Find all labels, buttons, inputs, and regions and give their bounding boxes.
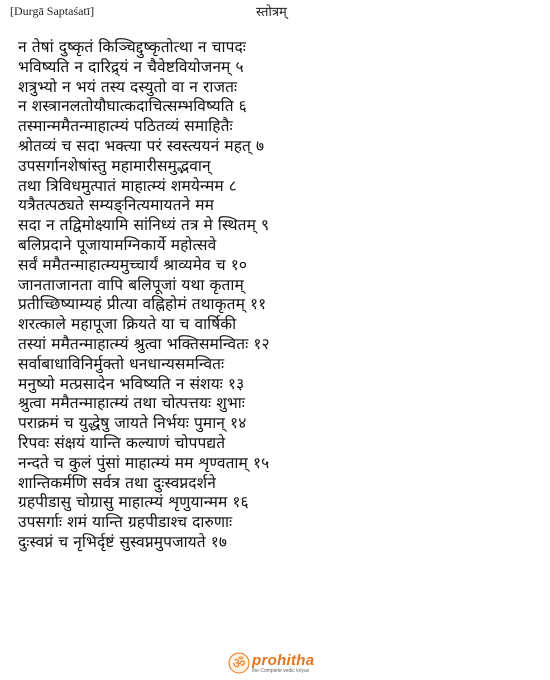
verse-line: श्रोतव्यं च सदा भक्त्या परं स्वस्त्ययनं महत् ७ (18, 136, 265, 155)
verse-line: सर्वाबाधाविनिर्मुक्तो धनधान्यसमन्वितः (18, 354, 225, 373)
verse-line: जानताजानता वापि बलिपूजां यथा कृताम् (18, 275, 244, 294)
document-source-label: [Durgā Saptaśatī] (10, 4, 95, 18)
verse-line: न तेषां दुष्कृतं किञ्चिद्दुष्कृतोत्था न चापदः (18, 38, 246, 56)
verse-line: ग्रहपीडासु चोग्रासु माहात्म्यं शृणुयान्मम १६ (18, 493, 249, 512)
logo-name: prohitha (252, 651, 315, 669)
verse-line: शान्तिकर्मणि सर्वत्र तथा दुःस्वप्नदर्शने (18, 473, 216, 492)
verse-line: तस्यां ममैतन्माहात्म्यं श्रुत्वा भक्तिसमन्वितः १२ (18, 334, 270, 353)
verse-line: न शस्त्रानलतोयौघात्कदाचित्सम्भविष्यति ६ (18, 97, 247, 116)
verse-line: शरत्काले महापूजा क्रियते या च वार्षिकी (18, 315, 237, 334)
verse-line: तथा त्रिविधमुत्पातं माहात्म्यं शमयेन्मम ८ (18, 176, 237, 195)
verse-line: प्रतीच्छिष्याम्यहं प्रीत्या वह्निहोमं तथाकृतम् ११ (18, 295, 267, 314)
verse-line: यत्रैतत्पठ्यते सम्यङ्नित्यमायतने मम (18, 196, 215, 215)
verse-line: श्रुत्वा ममैतन्माहात्म्यं तथा चोत्पत्तयः शुभाः (18, 394, 245, 413)
page-title: स्तोत्रम् (256, 5, 287, 20)
verse-line: दुःस्वप्नं च नृभिर्दृष्टं सुस्वप्नमुपजायते १७ (18, 532, 228, 551)
prohitha-logo (228, 650, 314, 676)
verse-line: भविष्यति न दारिद्र्यं न चैवेष्टवियोजनम् ५ (18, 57, 244, 76)
verse-line: नन्दते च कुलं पुंसां माहात्म्यं मम शृण्वताम् १५ (18, 453, 270, 472)
logo-tagline: the Complete vedic kriyas (252, 667, 310, 674)
verse-line: तस्मान्ममैतन्माहात्म्यं पठितव्यं समाहितैः (18, 117, 233, 136)
verse-line: सर्वं ममैतन्माहात्म्यमुच्चार्यं श्राव्यमेव च १० (18, 255, 248, 274)
verse-line: पराक्रमं च युद्धेषु जायते निर्भयः पुमान् १४ (18, 414, 247, 433)
verse-line: रिपवः संक्षयं यान्ति कल्याणं चोपपद्यते (18, 433, 226, 452)
verse-line: मनुष्यो मत्प्रसादेन भविष्यति न संशयः १३ (18, 374, 245, 393)
svg-text:ॐ: ॐ (232, 656, 246, 672)
verse-line: उपसर्गानशेषांस्तु महामारीसमुद्भवान् (18, 156, 211, 175)
verse-list (18, 38, 538, 553)
verse-line: शत्रुभ्यो न भयं तस्य दस्युतो वा न राजतः (18, 77, 238, 96)
om-icon (228, 652, 250, 674)
verse-line: उपसर्गाः शमं यान्ति ग्रहपीडाश्च दारुणाः (18, 513, 233, 532)
verse-line: सदा न तद्विमोक्ष्यामि सांनिध्यं तत्र मे स्थितम् ९ (18, 216, 270, 235)
verse-line: बलिप्रदाने पूजायामग्निकार्ये महोत्सवे (18, 235, 217, 254)
